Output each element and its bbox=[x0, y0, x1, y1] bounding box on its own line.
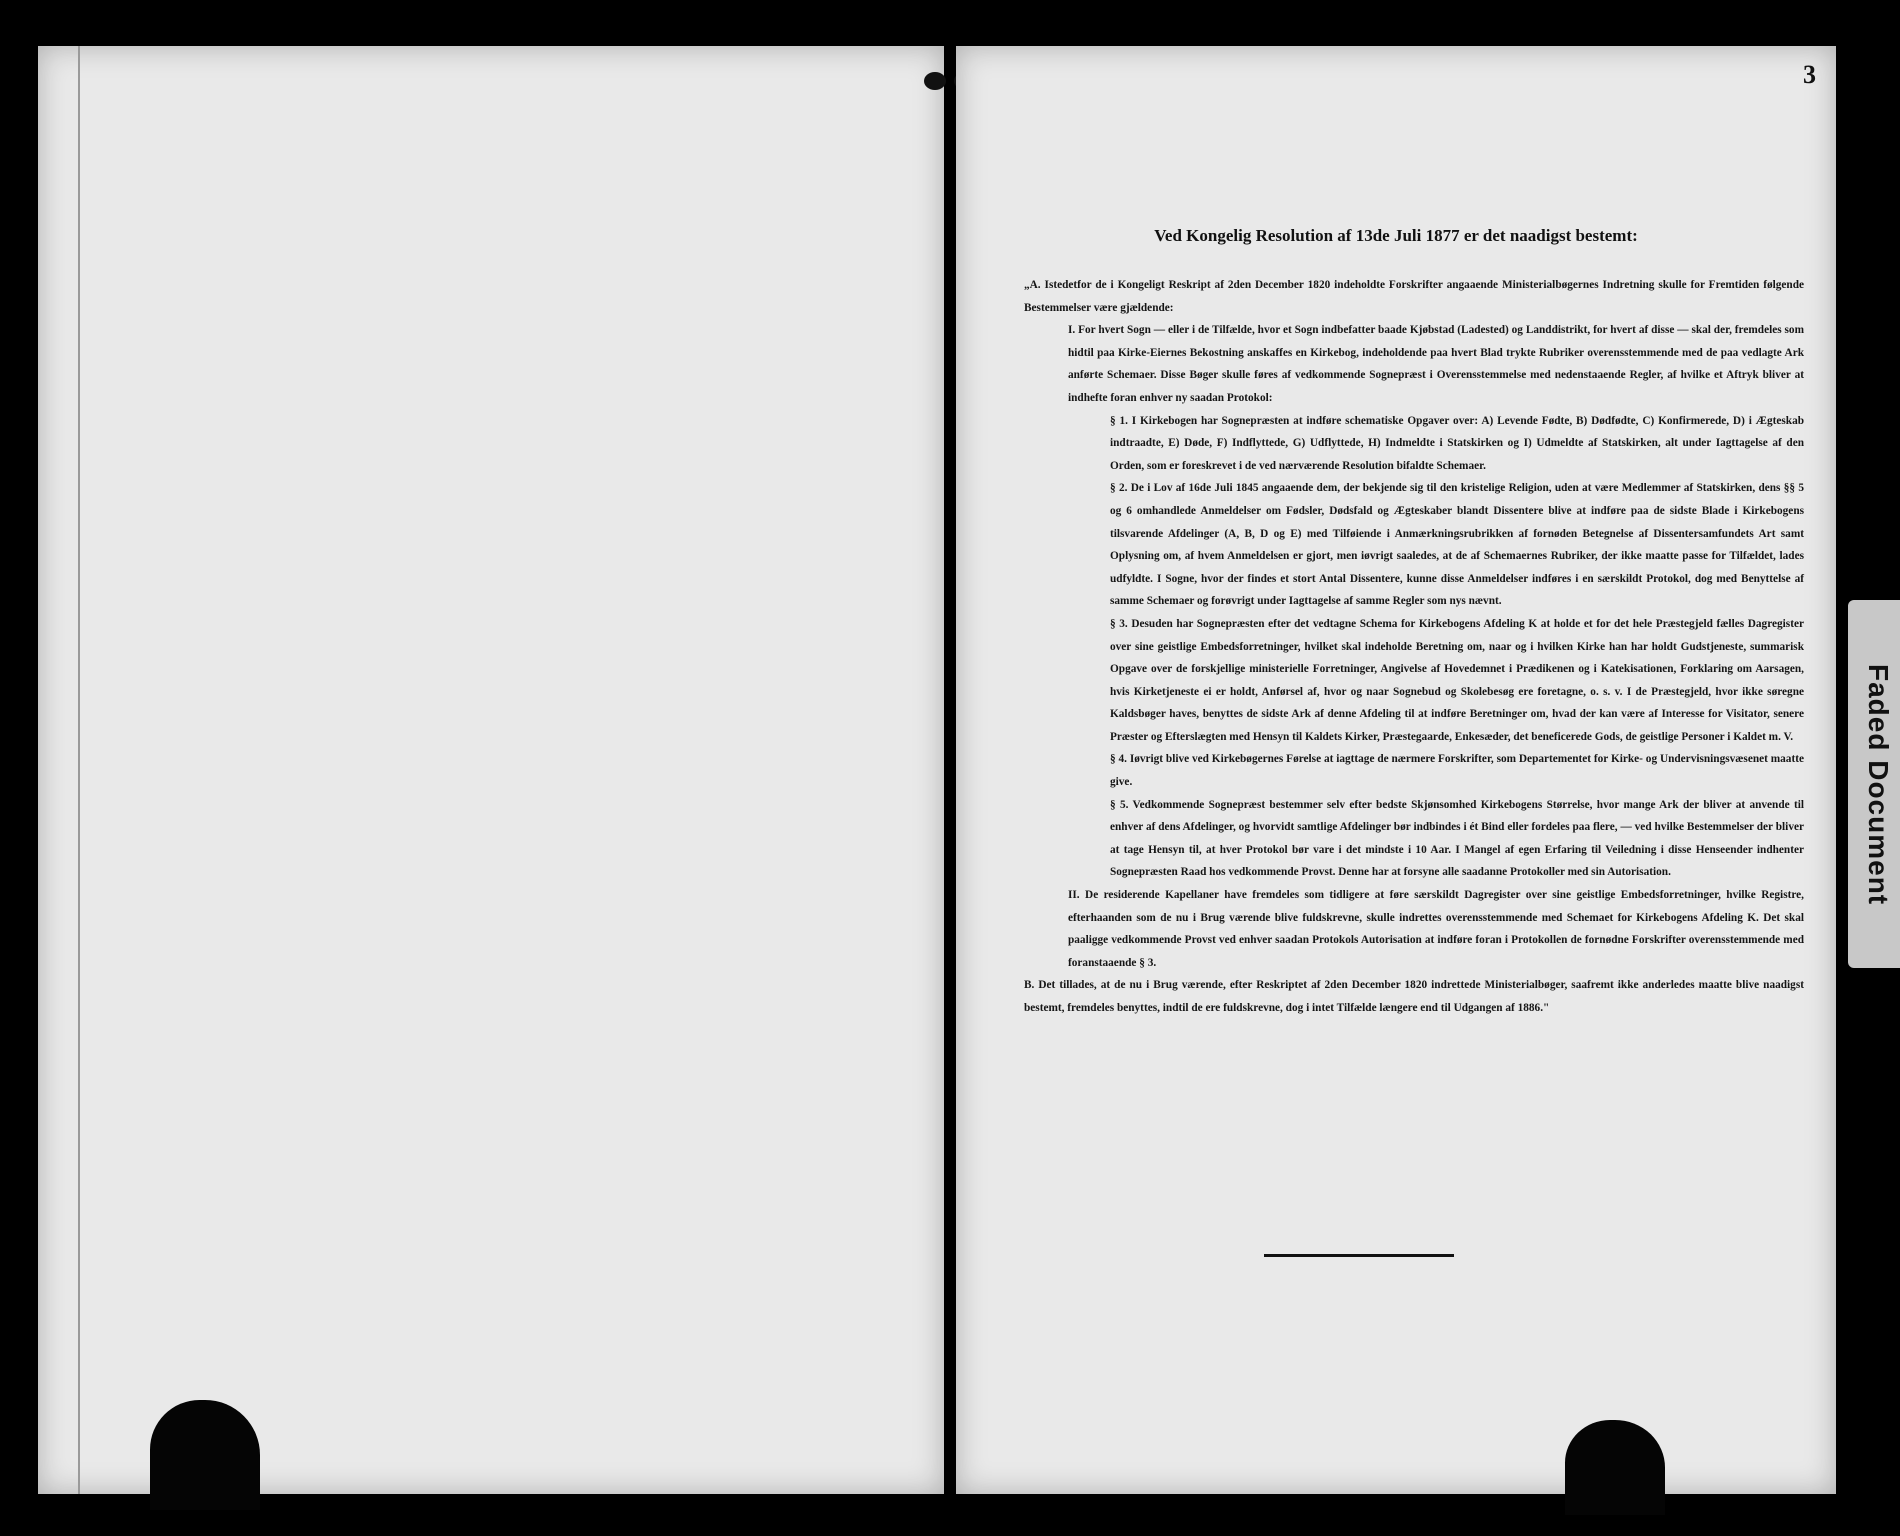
document-paragraph: § 1. I Kirkebogen har Sognepræsten at indføre schematiske Opgaver over: A) Levende Fødte, B) Dødfødte, C) Konfirmerede, D) i Ægteskab indtraadte, E) Døde, F) Indflyttede, G) Udflyttede, H) Indmeldte i Statskirken og I) Udmeldte af Statskirken, alt under Iagttagelse af den Orden, som er foreskrevet i de ved nærværende Resolution bifaldte Schemaer. bbox=[1110, 414, 1804, 472]
document-paragraph: I. For hvert Sogn — eller i de Tilfælde, hvor et Sogn indbefatter baade Kjøbstad (Ladested) og Landdistrikt, for hvert af disse — skal der, fremdeles som hidtil paa Kirke-Eiernes Bekostning anskaffes en Kirkebog, indeholdende paa hvert Blad trykte Rubriker overensstemmende med de paa vedlagte Ark anførte Schemaer. Disse Bøger skulle føres af vedkommende Sognepræst i Overensstemmelse med nedenstaaende Regler, af hvilke et Aftryk bliver at indhefte foran enhver ny saadan Protokol: bbox=[1068, 324, 1804, 404]
faded-document-label: Faded Document bbox=[1863, 664, 1894, 906]
document-paragraph: § 5. Vedkommende Sognepræst bestemmer selv efter bedste Skjønsomhed Kirkebogens Størrelse, hvor mange Ark der bliver at anvende til enhver af dens Afdelinger, og hvorvidt samtlige Afdelinger bør indbindes i ét Bind eller fordeles paa flere, — ved hvilke Bestemmelser der bliver at tage Hensyn til, at hver Protokol bør vare i det mindste i 10 Aar. I Mangel af egen Erfaring til Veiledning i disse Henseender indhenter Sognepræsten Raad hos vedkommende Provst. Denne har at forsyne alle saadanne Protokoller med sin Autorisation. bbox=[1110, 798, 1804, 879]
document-paragraph: § 4. Iøvrigt blive ved Kirkebøgernes Førelse at iagttage de nærmere Forskrifter, som Departementet for Kirke- og Undervisningsvæsenet maatte give. bbox=[1110, 753, 1804, 789]
document-title: Ved Kongelig Resolution af 13de Juli 1877 er det naadigst bestemt: bbox=[1154, 226, 1638, 245]
left-page-blank bbox=[38, 46, 944, 1494]
document-paragraph: B. Det tillades, at de nu i Brug værende, efter Reskriptet af 2den December 1820 indrettede Ministerialbøger, saafremt ikke anderledes maatte blive naadigst bestemt, fremdeles benyttes, indtil de ere fuldskrevne, dog i intet Tilfælde længere end til Udgangen af 1886." bbox=[1024, 979, 1804, 1014]
document-body bbox=[1024, 274, 1804, 1020]
document-paragraph: § 2. De i Lov af 16de Juli 1845 angaaende dem, der bekjende sig til den kristelige Religion, uden at være Medlemmer af Statskirken, dens §§ 5 og 6 omhandlede Anmeldelser om Fødsler, Dødsfald og Ægteskaber blandt Dissentere blive at indføre paa de sidste Blade i Kirkebogens tilsvarende Afdelinger (A, B, D og E) med Tilføiende i Anmærkningsrubrikken af fornøden Betegnelse af Dissentersamfundets Art samt Oplysning om, af hvem Anmeldelsen er gjort, men iøvrigt saaledes, at de af Schemaernes Rubriker, der ikke maatte passe for Tilfældet, lades udfyldte. I Sogne, hvor der findes et stort Antal Dissentere, kunne disse Anmeldelser indføres i en særskildt Protokol, dog med Benyttelse af samme Schemaer og forøvrigt under Iagttagelse af samme Regler som nys nævnt. bbox=[1110, 482, 1804, 608]
thumb-shadow-left bbox=[150, 1400, 260, 1510]
signature-rule bbox=[1264, 1254, 1454, 1257]
document-paragraph: § 3. Desuden har Sognepræsten efter det vedtagne Schema for Kirkebogens Afdeling K at holde et for det hele Præstegjeld fælles Dagregister over sine geistlige Embedsforretninger, hvilket skal indeholde Beretning om, naar og i hvilken Kirke han har holdt Gudstjeneste, summarisk Opgave over de forskjellige ministerielle Forretninger, Angivelse af Hovedemnet i Prædikenen og i Katekisationen, Forklaring om Aarsagen, hvis Kirketjeneste ei er holdt, Anførsel af, hvor og naar Sognebud og Skolebesøg ere foretagne, o. s. v. I de Præstegjeld, hvor ikke søregne Kaldsbøger haves, benyttes de sidste Ark af denne Afdeling til at indføre Beretninger om, hvad der kan være af Interesse for Visitator, senere Præster og Efterslægten med Hensyn til Kaldets Kirker, Præstegaarde, Enkesæder, det beneficerede Gods, de geistlige Personer i Kaldet m. V. bbox=[1110, 617, 1804, 743]
page-number: 3 bbox=[1803, 60, 1816, 89]
left-page-margin-line bbox=[78, 46, 80, 1494]
right-page bbox=[956, 46, 1836, 1494]
document-paragraph: „A. Istedetfor de i Kongeligt Reskript af 2den December 1820 indeholdte Forskrifter angaaende Ministerialbøgernes Indretning skulle for Fremtiden følgende Bestemmelser være gjældende: bbox=[1024, 279, 1804, 314]
document-paragraph: II. De residerende Kapellaner have fremdeles som tidligere at føre særskildt Dagregister over sine geistlige Embedsforretninger, hvilke Registre, efterhaanden som de nu i Brug værende blive fuldskrevne, skulle indrettes overensstemmende med Schemaet for Kirkebogens Afdeling K. Det skal paaligge vedkommende Provst ved enhver saadan Protokols Autorisation at indføre foran i Protokollen de fornødne Forskrifter overensstemmende med foranstaaende § 3. bbox=[1068, 889, 1804, 969]
thumb-shadow-right bbox=[1565, 1420, 1665, 1515]
